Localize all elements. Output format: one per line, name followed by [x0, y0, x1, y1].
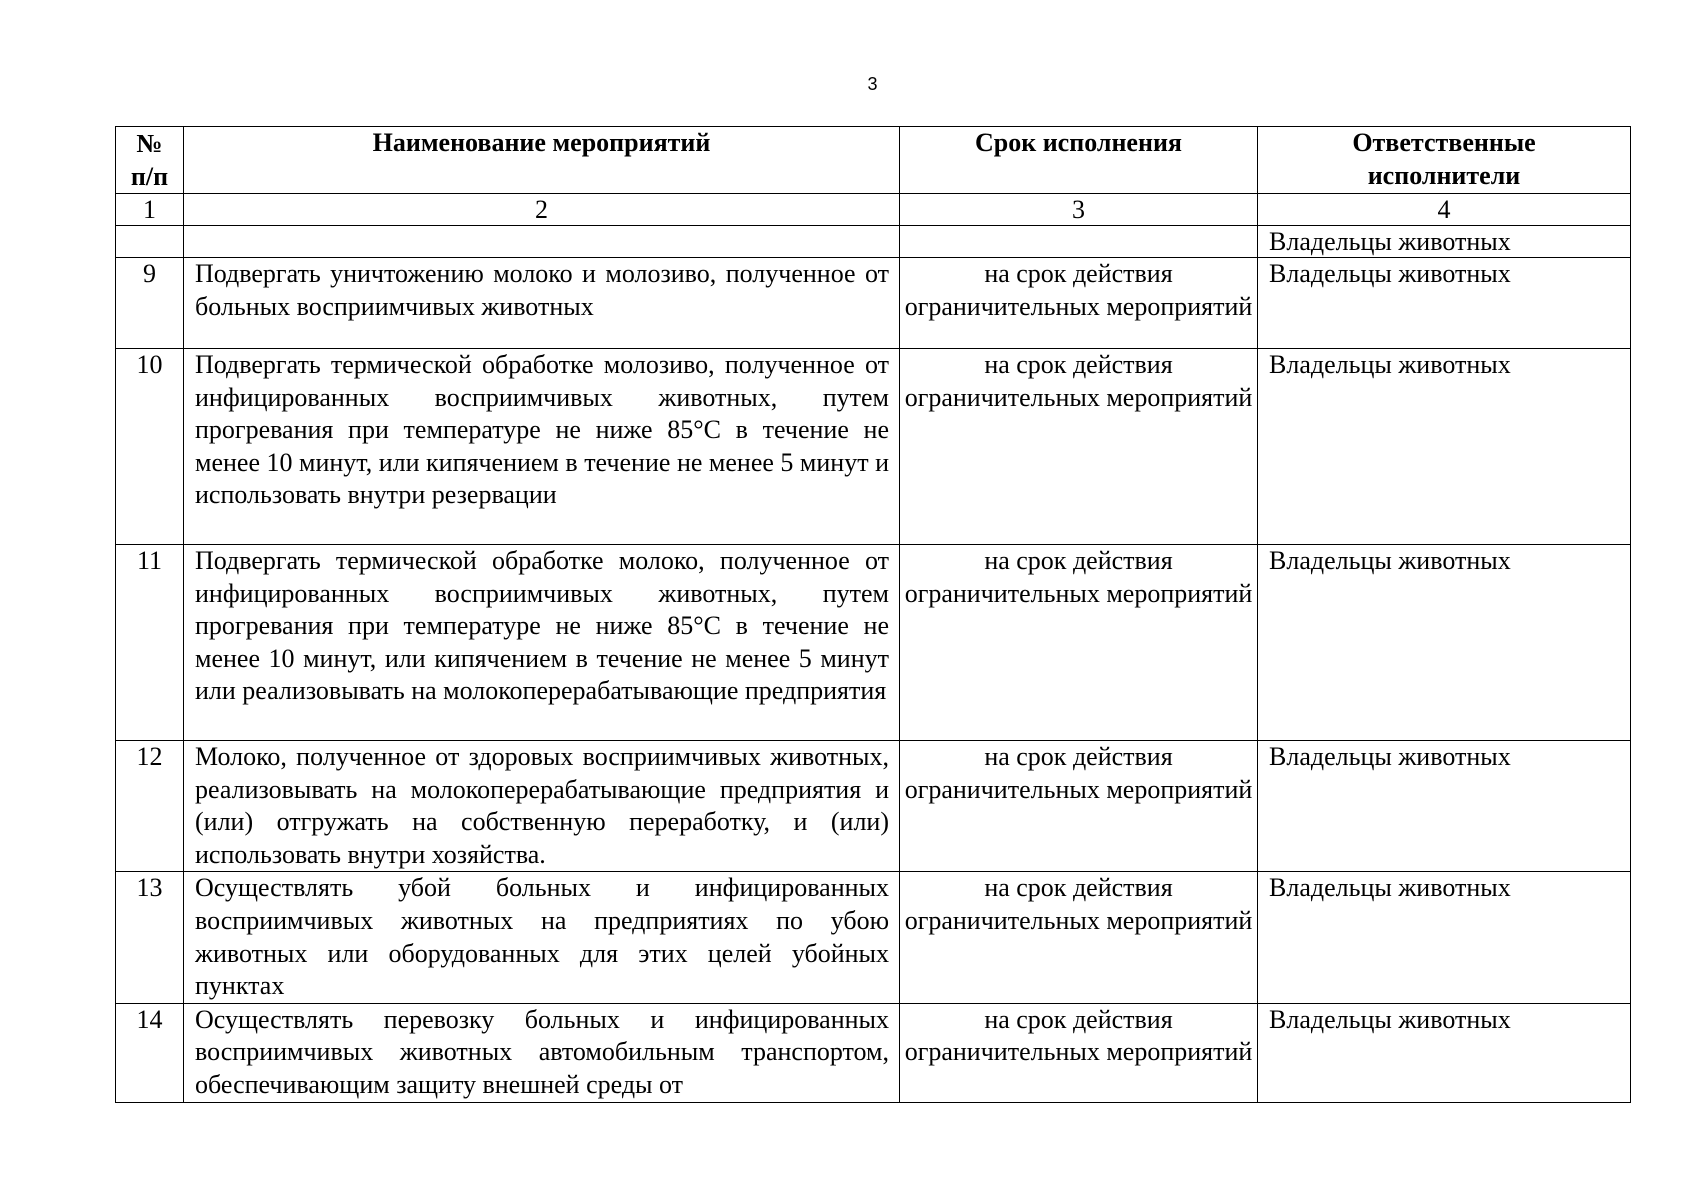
row-responsible: Владельцы животных — [1258, 349, 1631, 545]
row-number: 11 — [116, 545, 184, 741]
row-term: на срок действия ограничительных мероприятий — [900, 1003, 1258, 1102]
row-responsible: Владельцы животных — [1258, 545, 1631, 741]
row-term: на срок действия ограничительных мероприятий — [900, 872, 1258, 1003]
carry-over-row — [116, 226, 1631, 258]
row-measure: Подвергать термической обработке молоко, полученное от инфицированных восприимчивых животных, путем прогревания при температуре не ниже 85°С в течение не менее 10 минут, или кипячением в течение не менее 5 минут или реализовывать на молокоперерабатывающие предприятия — [184, 545, 900, 741]
header-name: Наименование мероприятий — [184, 127, 900, 194]
column-index: 1 — [116, 194, 184, 226]
carry-responsible-cell: Владельцы животных — [1258, 226, 1631, 258]
table-row — [116, 258, 1631, 349]
table-row — [116, 545, 1631, 741]
row-measure: Подвергать уничтожению молоко и молозиво, полученное от больных восприимчивых животных — [184, 258, 900, 349]
column-index: 3 — [900, 194, 1258, 226]
row-responsible: Владельцы животных — [1258, 741, 1631, 872]
row-responsible: Владельцы животных — [1258, 872, 1631, 1003]
column-index: 4 — [1258, 194, 1631, 226]
table-row — [116, 349, 1631, 545]
header-term: Срок исполнения — [900, 127, 1258, 194]
row-measure: Осуществлять перевозку больных и инфицированных восприимчивых животных автомобильным транспортом, обеспечивающим защиту внешней среды от — [184, 1003, 900, 1102]
row-measure: Молоко, полученное от здоровых восприимчивых животных, реализовывать на молокоперерабатывающие предприятия и (или) отгружать на собственную переработку, и (или) использовать внутри хозяйства. — [184, 741, 900, 872]
row-responsible: Владельцы животных — [1258, 258, 1631, 349]
row-term: на срок действия ограничительных мероприятий — [900, 349, 1258, 545]
row-measure: Подвергать термической обработке молозиво, полученное от инфицированных восприимчивых животных, путем прогревания при температуре не ниже 85°С в течение не менее 10 минут, или кипячением в течение не менее 5 минут и использовать внутри резервации — [184, 349, 900, 545]
header-responsible: Ответственные исполнители — [1258, 127, 1631, 194]
row-number: 13 — [116, 872, 184, 1003]
row-number: 14 — [116, 1003, 184, 1102]
table-row — [116, 872, 1631, 1003]
carry-term-cell — [900, 226, 1258, 258]
carry-num-cell — [116, 226, 184, 258]
page-number: 3 — [867, 74, 878, 94]
measures-table — [115, 126, 1631, 1103]
row-number: 10 — [116, 349, 184, 545]
row-number: 9 — [116, 258, 184, 349]
row-term: на срок действия ограничительных мероприятий — [900, 545, 1258, 741]
column-index: 2 — [184, 194, 900, 226]
header-row — [116, 127, 1631, 194]
row-responsible: Владельцы животных — [1258, 1003, 1631, 1102]
header-num: № п/п — [116, 127, 184, 194]
table-row — [116, 741, 1631, 872]
carry-name-cell — [184, 226, 900, 258]
row-term: на срок действия ограничительных мероприятий — [900, 258, 1258, 349]
table-row — [116, 1003, 1631, 1102]
row-measure: Осуществлять убой больных и инфицированных восприимчивых животных на предприятиях по убою животных или оборудованных для этих целей убойных пунктах — [184, 872, 900, 1003]
row-term: на срок действия ограничительных мероприятий — [900, 741, 1258, 872]
row-number: 12 — [116, 741, 184, 872]
column-index-row — [116, 194, 1631, 226]
